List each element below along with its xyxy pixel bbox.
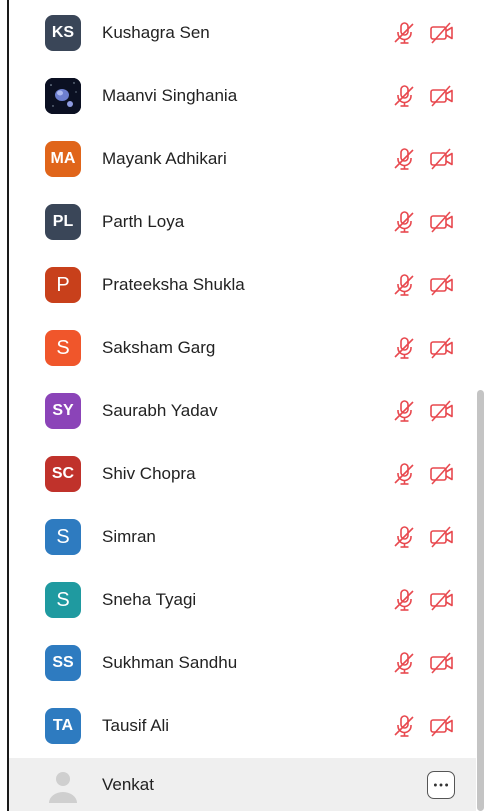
participant-name: Shiv Chopra xyxy=(102,464,196,483)
participant-name: Simran xyxy=(102,527,156,546)
mic-muted-icon[interactable] xyxy=(392,462,416,486)
participant-row[interactable] xyxy=(9,569,476,631)
mic-muted-icon[interactable] xyxy=(392,588,416,612)
mic-muted-icon[interactable] xyxy=(392,714,416,738)
participant-row[interactable] xyxy=(9,695,476,757)
participant-name: Prateeksha Shukla xyxy=(102,275,245,294)
mic-muted-icon[interactable] xyxy=(392,651,416,675)
camera-off-icon[interactable] xyxy=(429,210,455,234)
participant-row[interactable] xyxy=(9,191,476,253)
camera-off-icon[interactable] xyxy=(429,651,455,675)
avatar: PL xyxy=(45,204,81,240)
participant-name: Sneha Tyagi xyxy=(102,590,197,609)
participant-row[interactable] xyxy=(9,254,476,316)
participant-name: Tausif Ali xyxy=(102,716,170,735)
more-icon xyxy=(433,782,449,788)
mic-muted-icon[interactable] xyxy=(392,525,416,549)
scrollbar[interactable] xyxy=(476,0,485,811)
camera-off-icon[interactable] xyxy=(429,399,455,423)
avatar: P xyxy=(45,267,81,303)
avatar: SY xyxy=(45,393,81,429)
more-button[interactable] xyxy=(427,771,455,799)
mic-muted-icon[interactable] xyxy=(392,147,416,171)
mic-muted-icon[interactable] xyxy=(392,210,416,234)
participant-row[interactable] xyxy=(9,2,476,64)
participant-row[interactable] xyxy=(9,128,476,190)
avatar: SS xyxy=(45,645,81,681)
participant-name: Venkat xyxy=(102,774,154,794)
avatar: TA xyxy=(45,708,81,744)
mic-muted-icon[interactable] xyxy=(392,84,416,108)
mic-muted-icon[interactable] xyxy=(392,21,416,45)
participant-name: Parth Loya xyxy=(102,212,185,231)
avatar: S xyxy=(45,330,81,366)
participant-row[interactable] xyxy=(9,632,476,694)
participant-name: Mayank Adhikari xyxy=(102,149,227,168)
participants-panel xyxy=(9,0,476,811)
participant-row[interactable] xyxy=(9,443,476,505)
camera-off-icon[interactable] xyxy=(429,525,455,549)
camera-off-icon[interactable] xyxy=(429,336,455,360)
avatar: KS xyxy=(45,15,81,51)
participant-name: Kushagra Sen xyxy=(102,23,210,42)
participant-name: Sukhman Sandhu xyxy=(102,653,238,672)
camera-off-icon[interactable] xyxy=(429,273,455,297)
camera-off-icon[interactable] xyxy=(429,462,455,486)
avatar xyxy=(45,78,81,114)
avatar: S xyxy=(45,519,81,555)
participant-row[interactable] xyxy=(9,65,476,127)
mic-muted-icon[interactable] xyxy=(392,273,416,297)
camera-off-icon[interactable] xyxy=(429,714,455,738)
camera-off-icon[interactable] xyxy=(429,147,455,171)
mic-muted-icon[interactable] xyxy=(392,399,416,423)
person-icon xyxy=(45,767,81,803)
camera-off-icon[interactable] xyxy=(429,21,455,45)
camera-off-icon[interactable] xyxy=(429,588,455,612)
participant-row[interactable] xyxy=(9,506,476,568)
participant-name: Saksham Garg xyxy=(102,338,216,357)
participant-name: Saurabh Yadav xyxy=(102,401,218,420)
scrollbar-thumb[interactable] xyxy=(477,390,484,811)
participant-row[interactable] xyxy=(9,380,476,442)
participant-name: Maanvi Singhania xyxy=(102,86,238,105)
participant-row[interactable] xyxy=(9,317,476,379)
mic-muted-icon[interactable] xyxy=(392,336,416,360)
camera-off-icon[interactable] xyxy=(429,84,455,108)
avatar: SC xyxy=(45,456,81,492)
avatar: MA xyxy=(45,141,81,177)
participant-row[interactable] xyxy=(9,758,476,811)
avatar: S xyxy=(45,582,81,618)
